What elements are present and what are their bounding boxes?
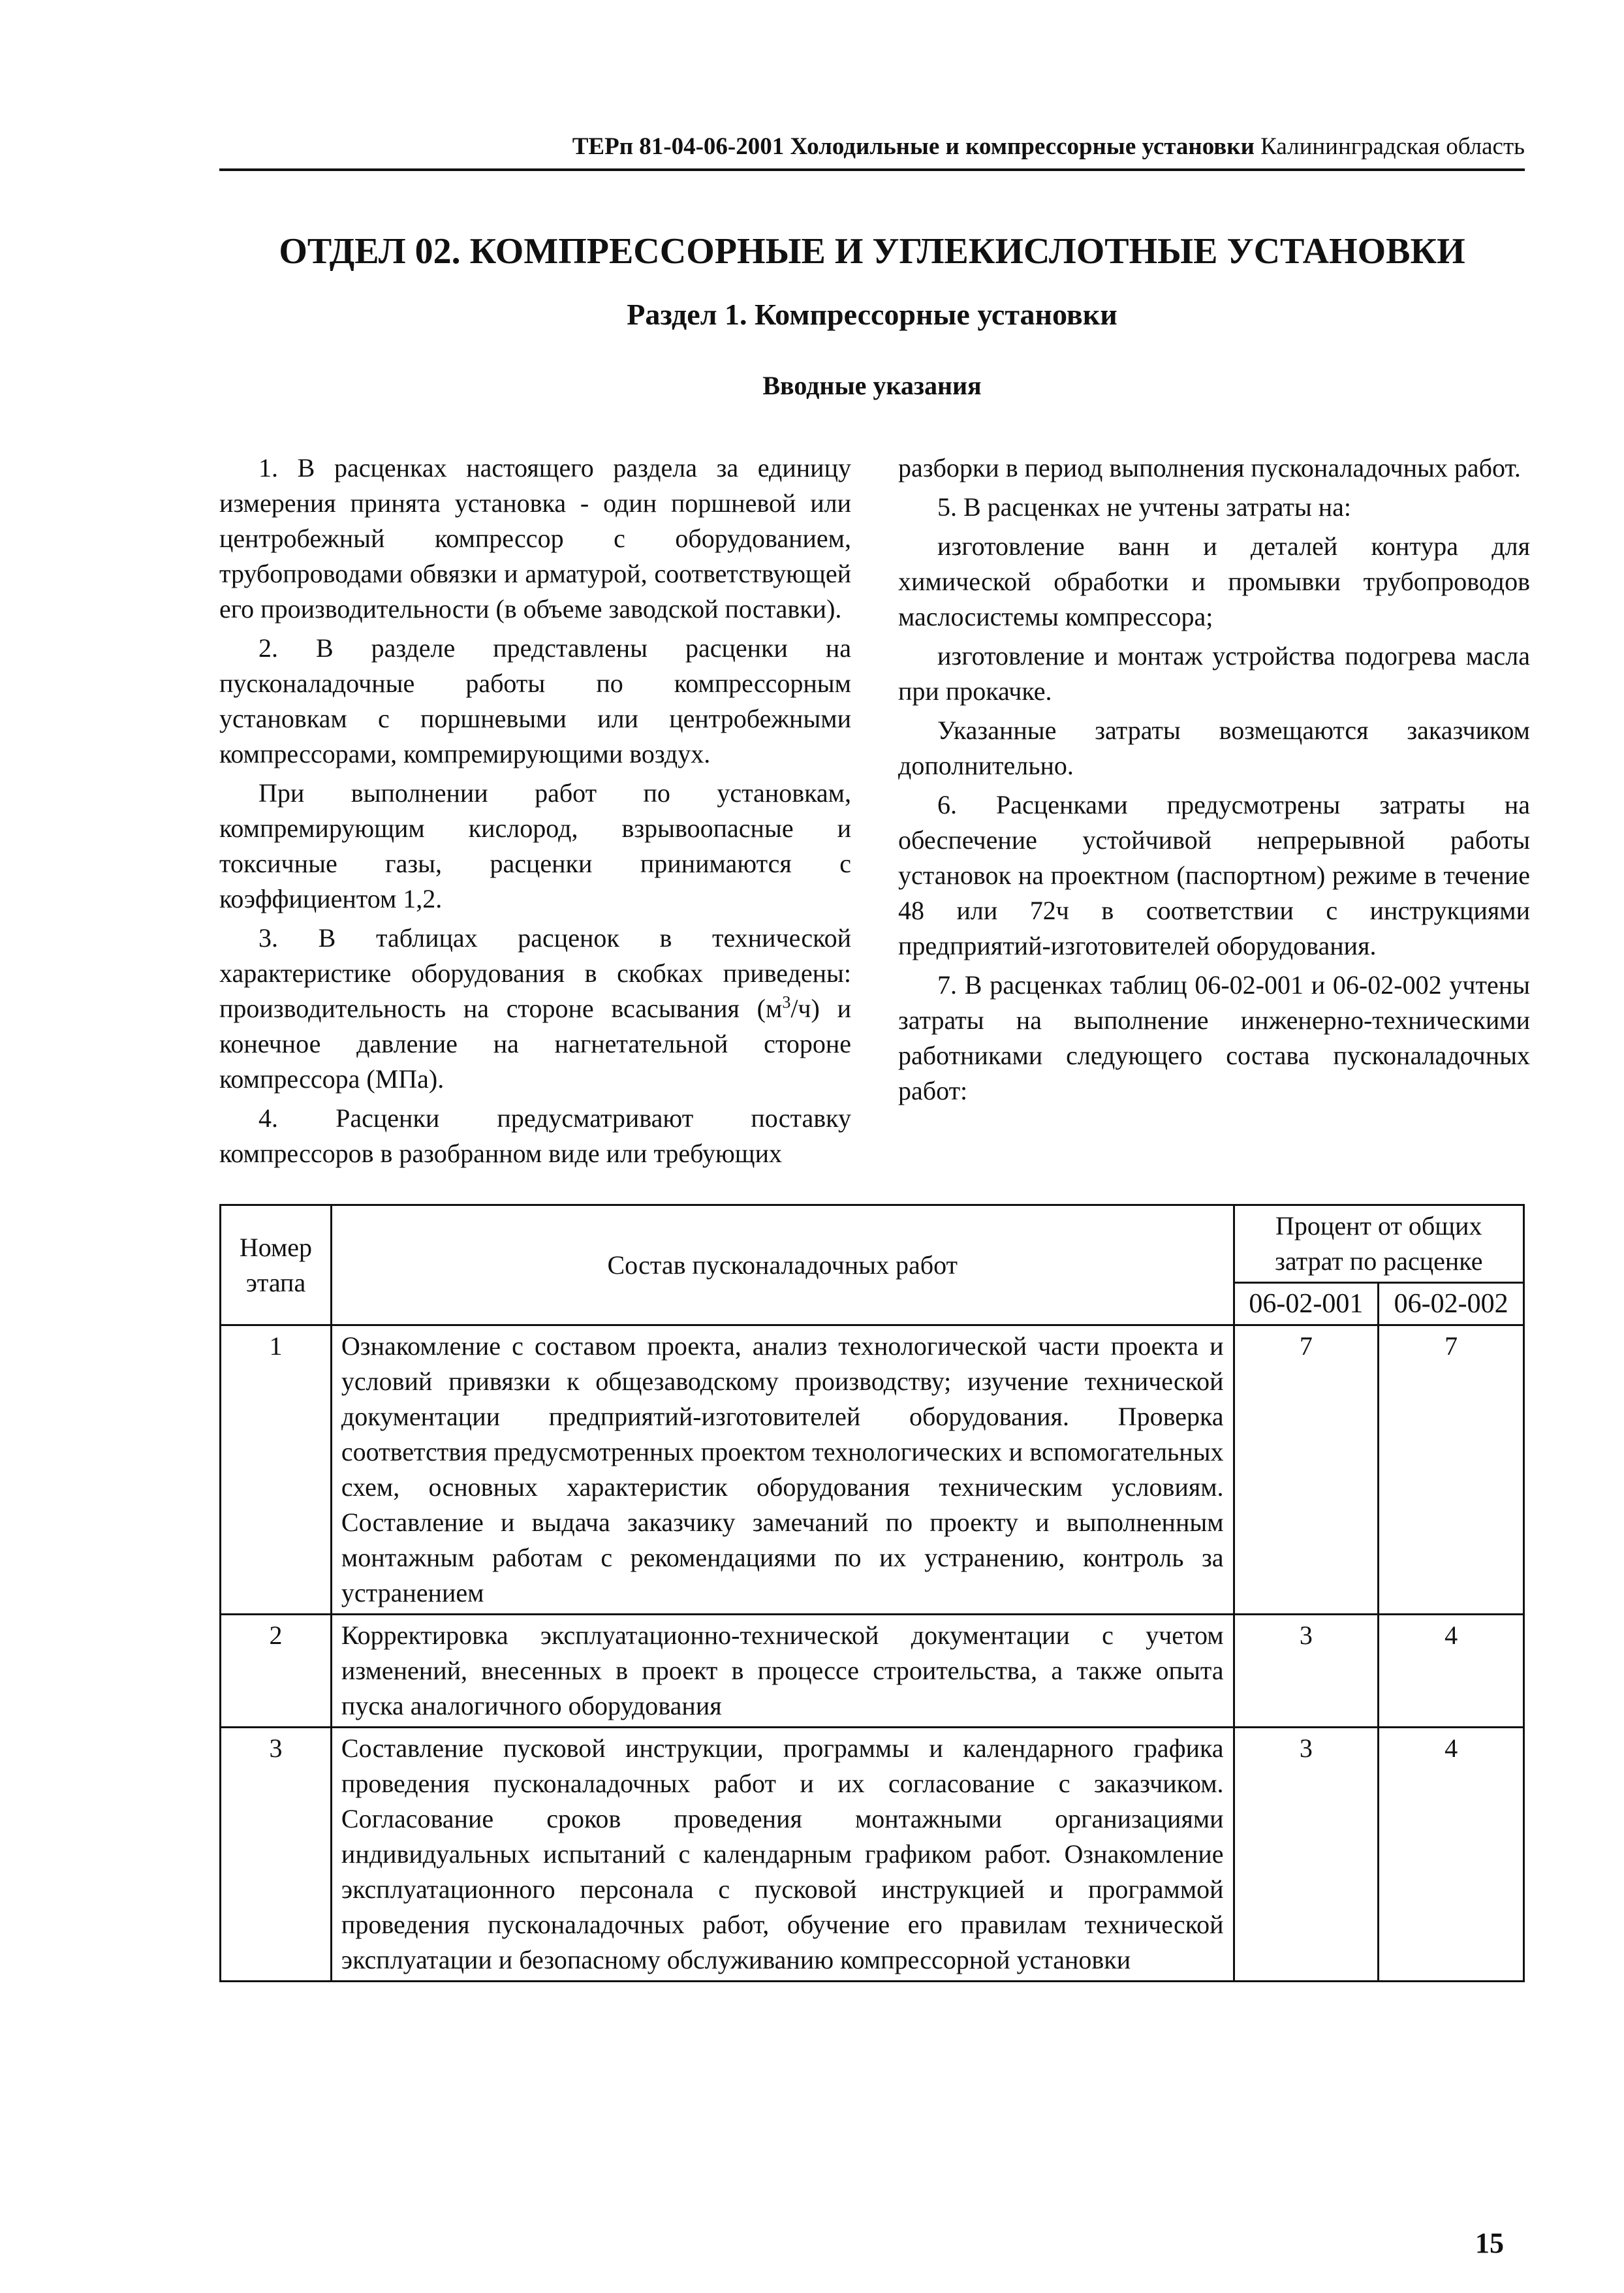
- percent-06-02-002: 4: [1379, 1728, 1524, 1982]
- stages-table: [219, 1204, 1525, 1982]
- percent-06-02-002: 4: [1379, 1615, 1524, 1728]
- percent-06-02-001: 7: [1234, 1325, 1379, 1615]
- paragraph: 1. В расценках настоящего раздела за единицу измерения принята установка - один поршневой или центробежный компрессор с оборудованием, трубопроводами обвязки и арматурой, соответствующей его производительности (в объеме заводской поставки).: [219, 453, 851, 624]
- paragraph: 2. В разделе представлены расценки на пусконаладочные работы по компрессорным установкам с поршневыми или центробежными компрессорами, компремирующими воздух.: [219, 633, 851, 768]
- paragraph: 6. Расценками предусмотрены затраты на обеспечение устойчивой непрерывной работы установок на проектном (паспортном) режиме в течение 48 или 72ч в соответствии с инструкциями предприятий-изготовителей оборудования.: [898, 790, 1530, 960]
- header-subject: Холодильные и компрессорные установки: [790, 133, 1255, 160]
- stage-number: 1: [221, 1325, 332, 1615]
- code-header-06-02-001: 06-02-001: [1234, 1283, 1379, 1325]
- running-header: [219, 131, 1525, 163]
- code-header-06-02-002: 06-02-002: [1379, 1283, 1524, 1325]
- header-code: ТЕРп 81-04-06-2001: [572, 133, 785, 160]
- paragraph: 7. В расценках таблиц 06-02-001 и 06-02-002 учтены затраты на выполнение инженерно-техническими работниками следующего состава пусконаладочных работ:: [898, 970, 1530, 1105]
- right-text-column: [898, 451, 1530, 1113]
- superscript: 3: [782, 992, 791, 1012]
- paragraph: разборки в период выполнения пусконаладочных работ.: [898, 453, 1521, 482]
- paragraph: изготовление ванн и деталей контура для химической обработки и промывки трубопроводов маслосистемы компрессора;: [898, 531, 1530, 631]
- stage-description: Составление пусковой инструкции, программы и календарного графика проведения пусконаладочных работ и их согласование с заказчиком. Согласование сроков проведения монтажными организациями индивидуальных испытаний с календарным графиком работ. Ознакомление эксплуатационного персонала с пусковой инструкцией и программой проведения пусконаладочных работ, обучение его правилам технической эксплуатации и безопасному обслуживанию компрессорной установки: [331, 1728, 1234, 1982]
- table-row: [221, 1728, 1524, 1982]
- section-title: Раздел 1. Компрессорные установки: [627, 298, 1117, 331]
- page-number: 15: [1475, 2227, 1504, 2259]
- header-region: Калининградская область: [1260, 133, 1525, 160]
- paragraph: 4. Расценки предусматривают поставку компрессоров в разобранном виде или требующих: [219, 1103, 851, 1168]
- percent-06-02-001: 3: [1234, 1615, 1379, 1728]
- percent-06-02-002: 7: [1379, 1325, 1524, 1615]
- chapter-title: ОТДЕЛ 02. КОМПРЕССОРНЫЕ И УГЛЕКИСЛОТНЫЕ УСТАНОВКИ: [279, 231, 1465, 272]
- paragraph-text: 3. В таблицах расценок в технической характеристике оборудования в скобках приведены: производительность на стороне всасывания (м: [219, 923, 851, 1023]
- intro-heading: Вводные указания: [762, 371, 982, 400]
- paragraph: 5. В расценках не учтены затраты на:: [937, 492, 1351, 522]
- percent-06-02-001: 3: [1234, 1728, 1379, 1982]
- paragraph: изготовление и монтаж устройства подогрева масла при прокачке.: [898, 641, 1530, 706]
- header-rule: [219, 168, 1525, 171]
- work-column-header: Состав пусконаладочных работ: [331, 1205, 1234, 1325]
- paragraph: При выполнении работ по установкам, компремирующим кислород, взрывоопасные и токсичные газы, расценки принимаются с коэффициентом 1,2.: [219, 778, 851, 913]
- stage-number: 3: [221, 1728, 332, 1982]
- paragraph: [219, 921, 851, 1097]
- paragraph: Указанные затраты возмещаются заказчиком дополнительно.: [898, 716, 1530, 780]
- stage-description: Ознакомление с составом проекта, анализ технологической части проекта и условий привязки к общезаводскому производству; изучение технической документации предприятий-изготовителей оборудования. Проверка соответствия предусмотренных проектом технологических и вспомогательных схем, основных характеристик оборудования техническим условиям. Составление и выдача заказчику замечаний по проекту и выполненным монтажным работам с рекомендациями по их устранению, контроль за устранением: [331, 1325, 1234, 1615]
- table-row: [221, 1325, 1524, 1615]
- percent-column-header: Процент от общих затрат по расценке: [1234, 1205, 1523, 1283]
- stage-description: Корректировка эксплуатационно-технической документации с учетом изменений, внесенных в проект в процессе строительства, а также опыта пуска аналогичного оборудования: [331, 1615, 1234, 1728]
- left-text-column: [219, 451, 851, 1175]
- table-header-row: [221, 1205, 1524, 1283]
- stage-column-header: Номер этапа: [221, 1205, 332, 1325]
- table-row: [221, 1615, 1524, 1728]
- paragraph-text: /ч) и конечное давление на нагнетательной стороне компрессора (МПа).: [219, 994, 851, 1094]
- stage-number: 2: [221, 1615, 332, 1728]
